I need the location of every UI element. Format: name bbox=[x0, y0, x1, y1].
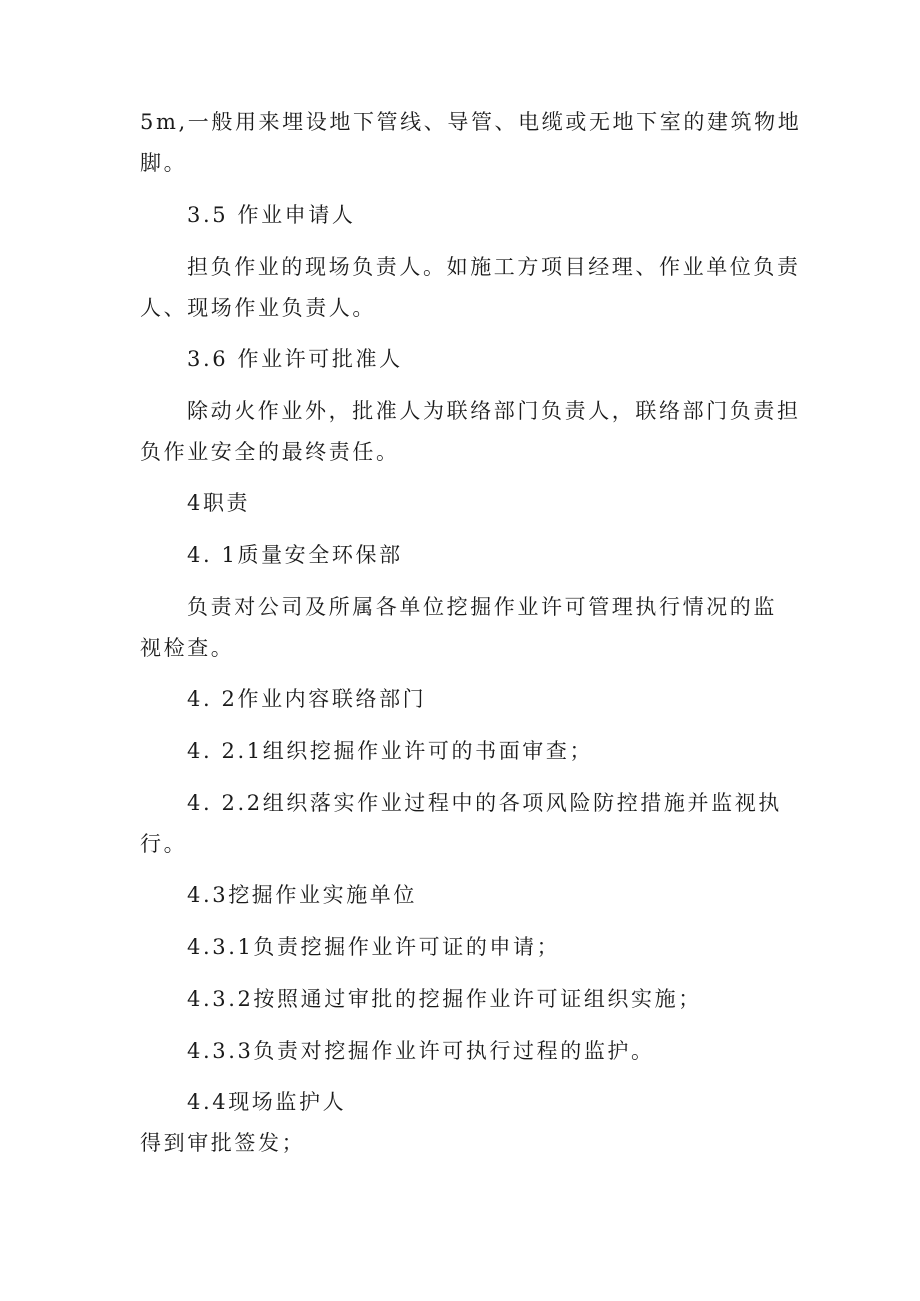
heading-4: 4职责 bbox=[187, 491, 251, 515]
item-4-2-1: 4. 2.1组织挖掘作业许可的书面审查； bbox=[187, 739, 594, 763]
paragraph-line-qse-duty-end: 视检查。 bbox=[140, 636, 235, 660]
item-4-3-2: 4.3.2按照通过审批的挖掘作业许可证组织实施； bbox=[187, 987, 702, 1011]
heading-4-4: 4.4现场监护人 bbox=[187, 1090, 347, 1114]
heading-4-1: 4. 1质量安全环保部 bbox=[187, 543, 403, 567]
paragraph-line-approval: 得到审批签发； bbox=[140, 1131, 306, 1155]
paragraph-line-applicant: 担负作业的现场负责人。如施工方项目经理、作业单位负责 bbox=[187, 255, 801, 279]
heading-4-2: 4. 2作业内容联络部门 bbox=[187, 687, 427, 711]
item-4-3-3: 4.3.3负责对挖掘作业许可执行过程的监护。 bbox=[187, 1039, 655, 1063]
item-4-2-2: 4. 2.2组织落实作业过程中的各项风险防控措施并监视执 bbox=[187, 791, 782, 815]
paragraph-line-applicant-end: 人、现场作业负责人。 bbox=[140, 296, 376, 320]
heading-3-5: 3.5 作业申请人 bbox=[187, 203, 356, 227]
heading-4-3: 4.3挖掘作业实施单位 bbox=[187, 883, 417, 907]
paragraph-line-qse-duty: 负责对公司及所属各单位挖掘作业许可管理执行情况的监 bbox=[187, 595, 777, 619]
paragraph-line-trench-definition-end: 脚。 bbox=[140, 151, 188, 175]
heading-3-6: 3.6 作业许可批准人 bbox=[187, 347, 403, 371]
paragraph-line-approver: 除动火作业外，批准人为联络部门负责人，联络部门负责担 bbox=[187, 399, 801, 423]
paragraph-line-trench-definition: 5m,一般用来埋设地下管线、导管、电缆或无地下室的建筑物地 bbox=[140, 110, 802, 134]
item-4-3-1: 4.3.1负责挖掘作业许可证的申请； bbox=[187, 935, 561, 959]
paragraph-line-approver-end: 负作业安全的最终责任。 bbox=[140, 440, 400, 464]
item-4-2-2-end: 行。 bbox=[140, 832, 188, 856]
